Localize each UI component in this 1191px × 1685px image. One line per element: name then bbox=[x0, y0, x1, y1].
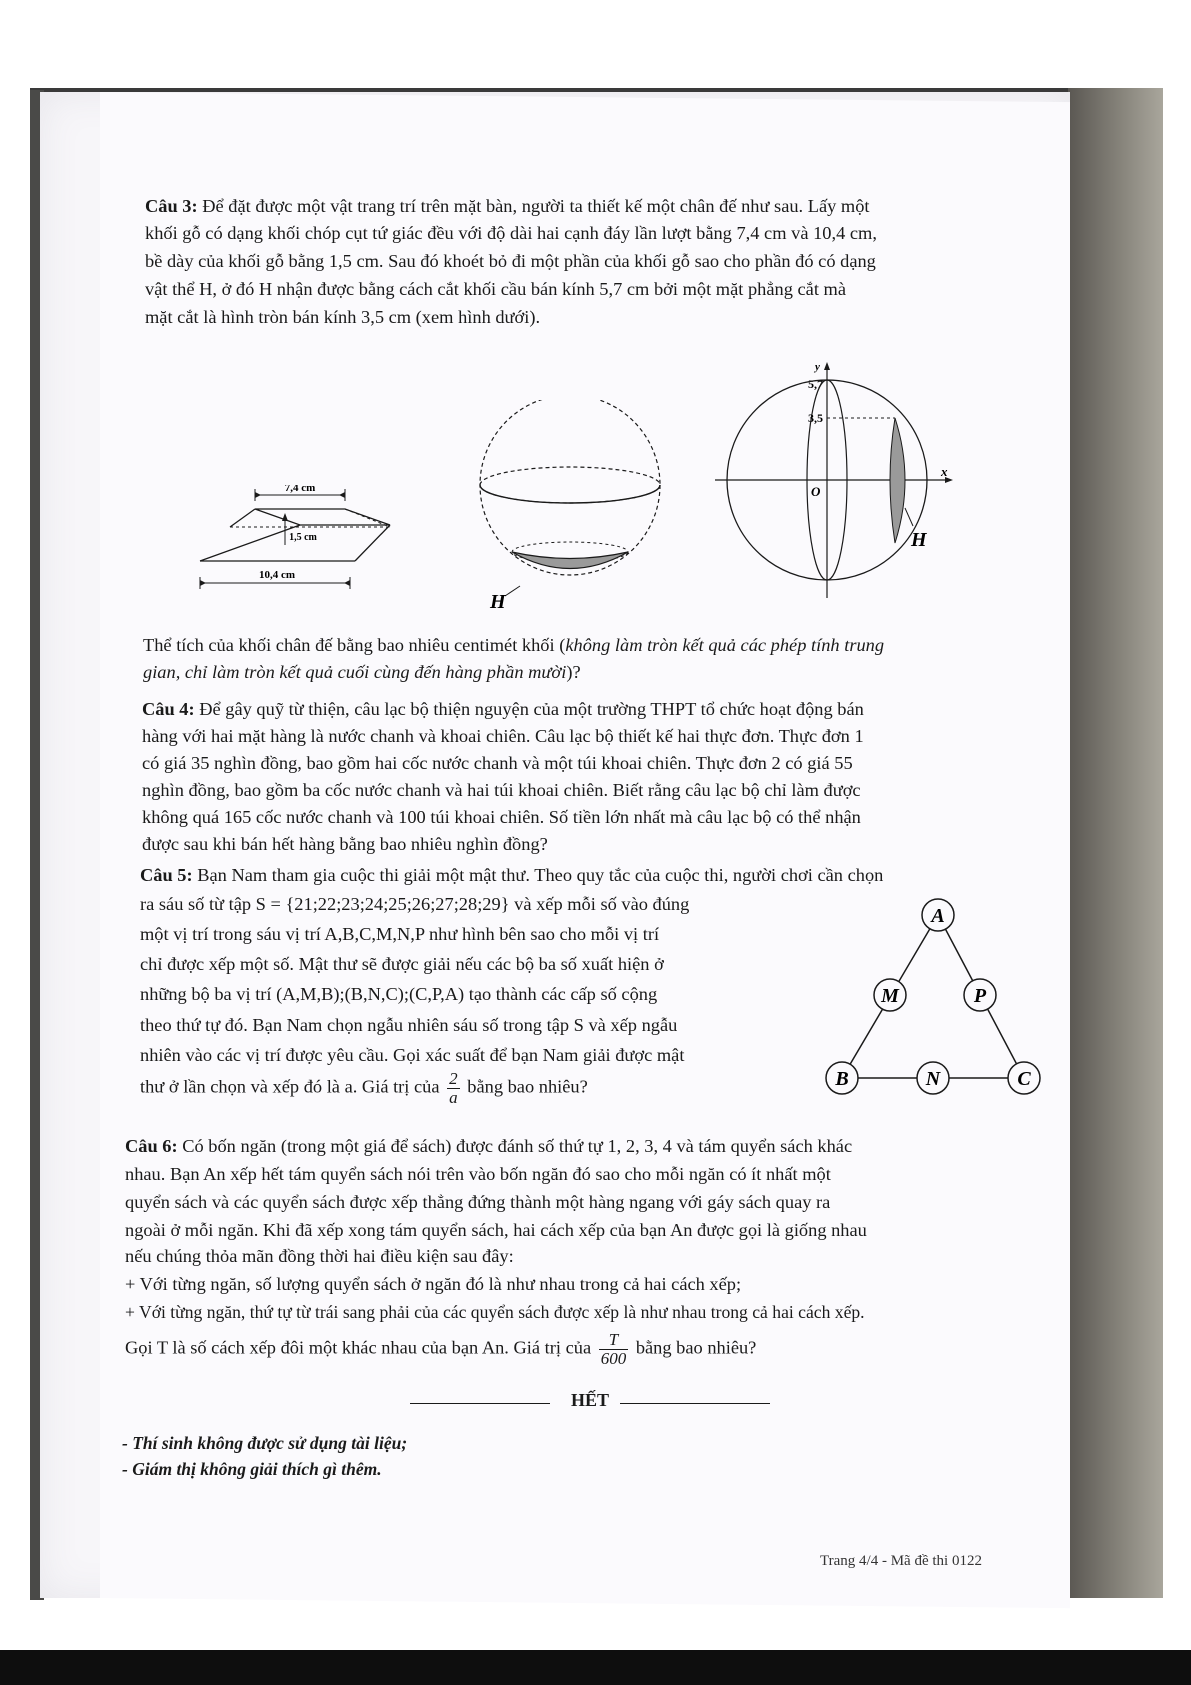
page-footer: Trang 4/4 - Mã đề thi 0122 bbox=[820, 1553, 982, 1569]
hidden-edge bbox=[345, 509, 390, 527]
question-3-line: bề dày của khối gỗ bằng 1,5 cm. Sau đó khoét bỏ đi một phần của khối gỗ sao cho phần đó có dạng bbox=[145, 251, 876, 271]
node-A-label: A bbox=[931, 905, 945, 927]
equator-front bbox=[480, 485, 660, 503]
fraction-numerator: T bbox=[599, 1331, 629, 1350]
end-marker bbox=[400, 1390, 780, 1416]
question-6-line: nhau. Bạn An xếp hết tám quyển sách nói trên vào bốn ngăn đó sao cho mỗi ngăn có ít nhất một bbox=[125, 1164, 831, 1184]
node-C-label: C bbox=[1017, 1068, 1031, 1090]
question-3-ask-end: )? bbox=[566, 662, 581, 682]
question-6-line: bằng bao nhiêu? bbox=[635, 1337, 757, 1358]
cap-H bbox=[512, 552, 628, 569]
bottom-edge-label: 10,4 cm bbox=[258, 569, 296, 581]
question-6-label: Câu 6: bbox=[125, 1136, 178, 1156]
question-5-line: nhiên vào các vị trí được yêu cầu. Gọi xác suất để bạn Nam giải được mật bbox=[140, 1045, 685, 1065]
question-5-line: Bạn Nam tham gia cuộc thi giải một mật thư. Theo quy tắc của cuộc thi, người chơi cần chọn bbox=[197, 865, 884, 885]
question-6-line: nếu chúng thỏa mãn đồng thời hai điều kiện sau đây: bbox=[125, 1246, 514, 1266]
cap-label: H bbox=[490, 591, 506, 613]
question-5-label: Câu 5: bbox=[140, 865, 193, 885]
node-B-label: B bbox=[835, 1068, 849, 1090]
exam-notes bbox=[122, 1430, 407, 1482]
top-edge-label: 7,4 cm bbox=[284, 485, 316, 494]
question-5-line: một vị trí trong sáu vị trí A,B,C,M,N,P như hình bên sao cho mỗi vị trí bbox=[140, 924, 660, 944]
arrow-head bbox=[200, 580, 206, 586]
sphere-figure bbox=[470, 400, 670, 620]
question-4-line: không quá 165 cốc nước chanh và 100 túi khoai chiên. Số tiền lớn nhất mà câu lạc bộ có thể nhận bbox=[142, 807, 861, 827]
question-4-line: nghìn đồng, bao gồm ba cốc nước chanh và hai túi khoai chiên. Biết rằng câu lạc bộ chỉ làm được bbox=[142, 780, 861, 800]
question-6-line: Có bốn ngăn (trong một giá để sách) được đánh số thứ tự 1, 2, 3, 4 và tám quyển sách khác bbox=[182, 1136, 853, 1156]
question-3-line: vật thể H, ở đó H nhận được bằng cách cắt khối cầu bán kính 5,7 cm bởi một mặt phẳng cắt mà bbox=[145, 279, 847, 299]
origin-label: O bbox=[811, 484, 821, 499]
note-line: - Giám thị không giải thích gì thêm. bbox=[122, 1459, 382, 1479]
question-3-ask-line: Thể tích của khối chân đế bằng bao nhiêu centimét khối ( bbox=[143, 635, 566, 655]
question-4-label: Câu 4: bbox=[142, 699, 195, 719]
question-5-line: những bộ ba vị trí (A,M,B);(B,N,C);(C,P,A) tạo thành các cấp số cộng bbox=[140, 984, 658, 1004]
question-6-line: + Với từng ngăn, số lượng quyển sách ở ngăn đó là như nhau trong cả hai cách xếp; bbox=[125, 1274, 742, 1294]
photo-background-top bbox=[0, 0, 1191, 90]
triangle-positions-diagram bbox=[820, 895, 1060, 1105]
question-3-label: Câu 3: bbox=[145, 196, 198, 216]
arrow-head bbox=[255, 492, 261, 498]
frustum-top-face bbox=[255, 509, 390, 525]
fraction-denominator: a bbox=[449, 1088, 458, 1107]
y-value-top: 5,7 bbox=[808, 377, 823, 391]
question-6-line: Gọi T là số cách xếp đôi một khác nhau của bạn An. Giá trị của bbox=[125, 1337, 592, 1358]
arrow-head bbox=[824, 362, 830, 370]
height-label: 1,5 cm bbox=[289, 532, 317, 543]
x-axis-label: x bbox=[941, 464, 948, 479]
question-6-line: quyển sách và các quyển sách được xếp thẳng đứng thành một hàng ngang với gáy sách quay ra bbox=[125, 1192, 831, 1212]
question-3-ask-italic: không làm tròn kết quả các phép tính trung bbox=[565, 635, 885, 655]
frustum-edge bbox=[230, 509, 255, 527]
question-4-line: có giá 35 nghìn đồng, bao gồm hai cốc nước chanh và một túi khoai chiên. Thực đơn 2 có giá 55 bbox=[142, 753, 853, 773]
question-3-line: Để đặt được một vật trang trí trên mặt bàn, người ta thiết kế một chân đế như sau. Lấy một bbox=[202, 196, 870, 216]
note-line: - Thí sinh không được sử dụng tài liệu; bbox=[122, 1433, 408, 1453]
question-5-line: thư ở lần chọn và xếp đó là a. Giá trị của bbox=[140, 1076, 440, 1097]
photo-background-right bbox=[1068, 88, 1163, 1598]
question-6-line: ngoài ở mỗi ngăn. Khi đã xếp xong tám quyển sách, hai cách xếp của bạn An được gọi là giống nhau bbox=[125, 1220, 867, 1240]
fraction-numerator: 2 bbox=[449, 1069, 458, 1088]
question-5-line: theo thứ tự đó. Bạn Nam chọn ngẫu nhiên sáu số trong tập S và xếp ngẫu bbox=[140, 1015, 678, 1035]
question-5-line: bằng bao nhiêu? bbox=[467, 1076, 588, 1097]
cap-label: H bbox=[911, 529, 927, 551]
y-axis-label: y bbox=[815, 361, 820, 373]
question-4-line: được sau khi bán hết hàng bằng bao nhiêu nghìn đồng? bbox=[142, 834, 548, 854]
node-N-label: N bbox=[925, 1068, 941, 1090]
frustum-edge bbox=[355, 525, 390, 561]
y-value-mid: 3,5 bbox=[808, 411, 823, 425]
fraction-T-over-600 bbox=[599, 1331, 629, 1368]
node-P-label: P bbox=[973, 985, 987, 1007]
end-line-left bbox=[410, 1403, 550, 1404]
cap-H-shaded bbox=[890, 418, 905, 543]
question-6-line: + Với từng ngăn, thứ tự từ trái sang phải của các quyển sách được xếp là như nhau trong cả hai cách xếp. bbox=[125, 1302, 865, 1322]
sphere-outline bbox=[480, 400, 660, 575]
fraction-2-over-a bbox=[447, 1070, 460, 1107]
arrow-head bbox=[282, 513, 288, 521]
arrow-head bbox=[339, 492, 345, 498]
node-M-label: M bbox=[881, 985, 899, 1007]
photo-background-bottom bbox=[0, 1650, 1191, 1685]
fraction-denominator: 600 bbox=[600, 1349, 627, 1368]
question-5-line: ra sáu số từ tập S = {21;22;23;24;25;26;27;28;29} và xếp mỗi số vào đúng bbox=[140, 894, 690, 914]
end-label: HẾT bbox=[570, 1390, 609, 1410]
pointer-line bbox=[905, 508, 913, 526]
circle-coordinate-figure bbox=[715, 358, 965, 608]
question-5-line: chỉ được xếp một số. Mật thư sẽ được giải nếu các bộ ba số xuất hiện ở bbox=[140, 954, 664, 974]
end-line-right bbox=[620, 1403, 770, 1404]
question-4-line: Để gây quỹ từ thiện, câu lạc bộ thiện nguyện của một trường THPT tổ chức hoạt động bán bbox=[199, 699, 864, 719]
pointer-line bbox=[505, 586, 520, 596]
question-3-ask-italic: gian, chỉ làm tròn kết quả cuối cùng đến hàng phần mười bbox=[143, 662, 567, 682]
frustum-figure bbox=[195, 485, 405, 615]
question-4-line: hàng với hai mặt hàng là nước chanh và khoai chiên. Câu lạc bộ thiết kế hai thực đơn. Thực đơn 1 bbox=[142, 726, 864, 746]
question-3-line: mặt cắt là hình tròn bán kính 3,5 cm (xem hình dưới). bbox=[145, 307, 541, 327]
question-3-line: khối gỗ có dạng khối chóp cụt tứ giác đều với độ dài hai cạnh đáy lần lượt bằng 7,4 cm và 10,4 cm, bbox=[145, 223, 877, 243]
arrow-head bbox=[344, 580, 350, 586]
